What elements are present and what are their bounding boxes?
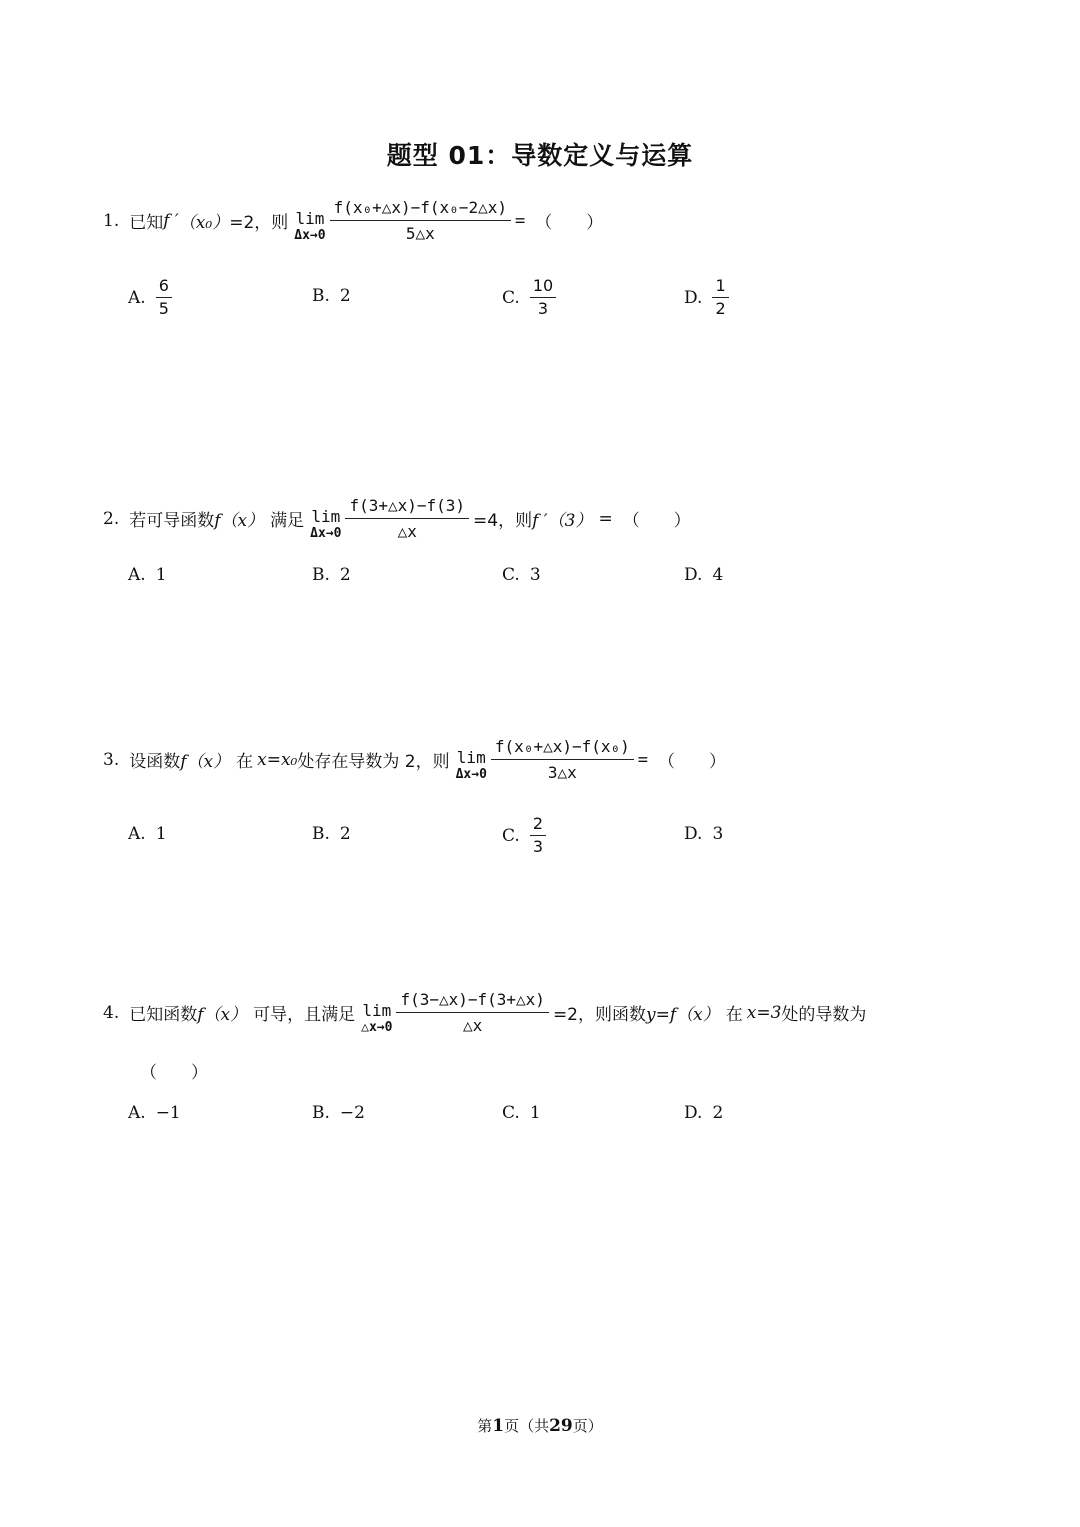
limit-expression: lim △x→0 [361, 1001, 393, 1035]
option-a[interactable]: A. 6 5 [128, 276, 172, 319]
limit-expression: lim Δx→0 [455, 748, 487, 782]
option-d[interactable]: D. 4 [684, 565, 724, 585]
fraction: $\frac{\text{f(x₀+△x)−f(x₀)}}{3\triangle x}$ [491, 737, 634, 782]
option-c[interactable]: C. 10 3 [502, 276, 556, 319]
fraction: $\frac{\text{f(x₀+△x)−f(x₀−2△x)}}{5\triangle x}$ [330, 198, 511, 243]
question-number: 4. [103, 1002, 120, 1023]
limit-expression: lim Δx→0 [294, 209, 326, 243]
page-total: 29 [549, 1416, 573, 1436]
option-a[interactable]: A. 1 [128, 824, 167, 844]
answer-blank: （ ） [140, 1063, 208, 1083]
question-number: 2. [103, 508, 120, 529]
question-4-stem: 4. 已知函数 f（x） 可导，且满足 lim △x→0 $\frac{f(3-\triangle x)-f(3+\triangle x)}{\triangle x}$ =2，则函数 y=f（x） 在 x=3 处的导数为 [103, 990, 867, 1035]
page-number: 1 [492, 1416, 505, 1436]
question-number: 3. [103, 749, 120, 770]
option-d[interactable]: D. 3 [684, 824, 724, 844]
page-title: 题型 01：导数定义与运算 [386, 141, 694, 170]
option-a[interactable]: A. −1 [128, 1103, 181, 1123]
option-c[interactable]: C. 3 [502, 565, 541, 585]
question-2-stem: 2. 若可导函数 f（x） 满足 lim Δx→0 $\frac{f(3+\triangle x)-f(3)}{\triangle x}$ =4，则 f ′（3） = （ ） [103, 496, 691, 541]
option-b[interactable]: B. 2 [312, 286, 351, 306]
option-c[interactable]: C. 2 3 [502, 814, 546, 857]
answer-blank: （ ） [535, 213, 604, 233]
option-d[interactable]: D. 2 [684, 1103, 724, 1123]
question-number: 1. [103, 210, 120, 231]
option-b[interactable]: B. 2 [312, 824, 351, 844]
limit-expression: lim Δx→0 [310, 507, 342, 541]
option-a[interactable]: A. 1 [128, 565, 167, 585]
question-3-stem: 3. 设函数 f（x） 在 x=x₀ 处存在导数为 2，则 lim Δx→0 $\frac{\text{f(x₀+△x)−f(x₀)}}{3\triangle x}$ = （ ） [103, 737, 727, 782]
option-d[interactable]: D. 1 2 [684, 276, 729, 319]
answer-blank: （ ） [658, 752, 727, 772]
fraction: $\frac{f(3+\triangle x)-f(3)}{\triangle x}$ [345, 496, 469, 541]
option-b[interactable]: B. 2 [312, 565, 351, 585]
fraction: $\frac{f(3-\triangle x)-f(3+\triangle x)}{\triangle x}$ [396, 990, 549, 1035]
page-footer: 第1页（共29页） [477, 1416, 603, 1436]
option-c[interactable]: C. 1 [502, 1103, 541, 1123]
answer-blank: （ ） [622, 511, 691, 531]
option-b[interactable]: B. −2 [312, 1103, 365, 1123]
question-1-stem: 1. 已知 f ′ （x₀） =2，则 lim Δx→0 $\frac{\text{f(x₀+△x)−f(x₀−2△x)}}{5\triangle x}$ = （ ） [103, 198, 604, 243]
